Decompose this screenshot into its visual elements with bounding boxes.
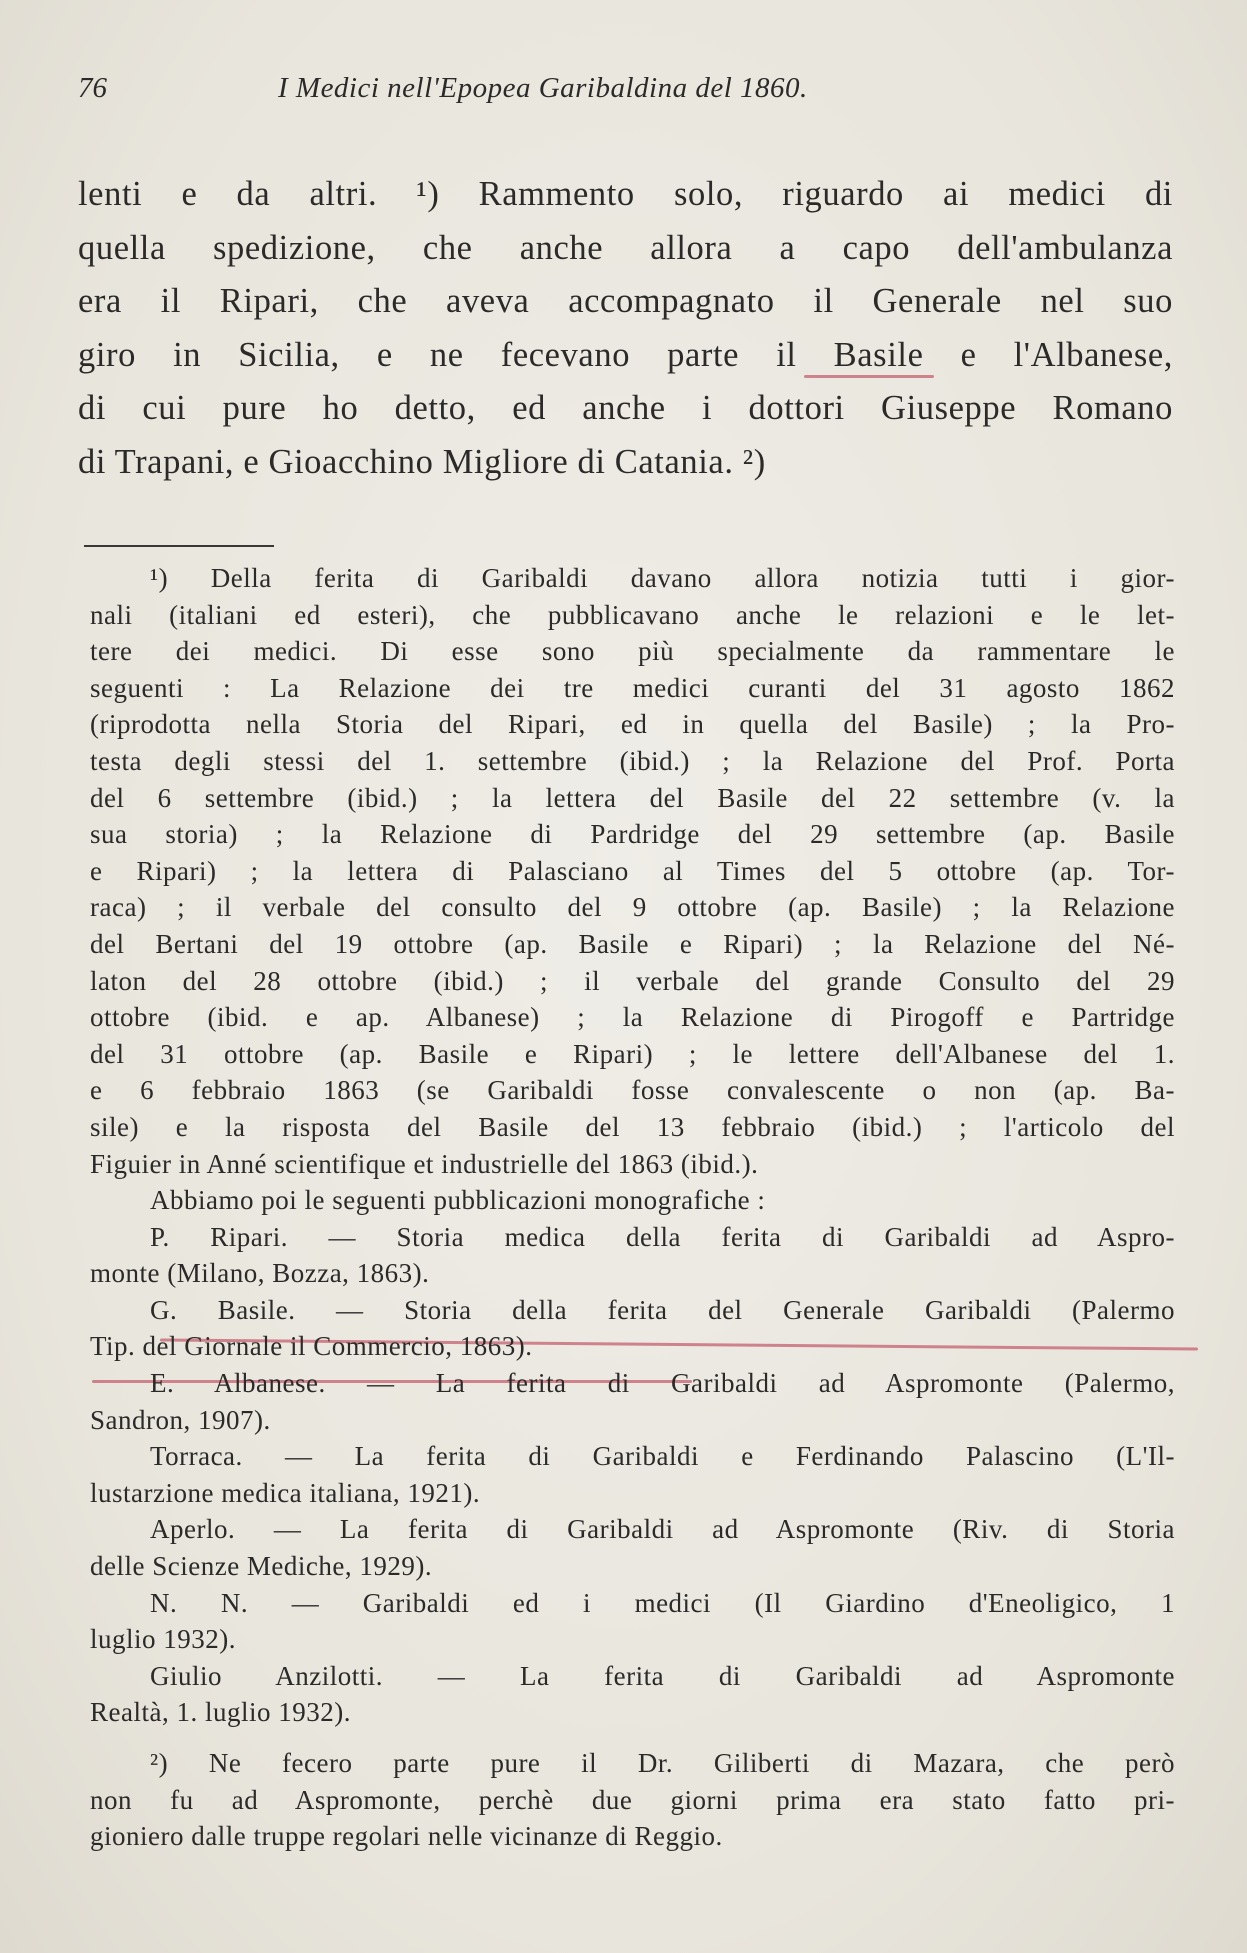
publication-line: N. N. — Garibaldi ed i medici (Il Giardino d'Eneoligico, 1 [150, 1587, 1175, 1618]
publication-line: Realtà, 1. luglio 1932). [90, 1697, 351, 1728]
footnote-1-line: ¹) Della ferita di Garibaldi davano allora notizia tutti i gior- [150, 563, 1175, 593]
main-text-line: lenti e da altri. ¹) Rammento solo, riguardo ai medici di [78, 175, 1173, 213]
page-number: 76 [78, 72, 107, 104]
publications-intro: Abbiamo poi le seguenti pubblicazioni monografiche : [150, 1185, 766, 1216]
footnote-separator [84, 545, 274, 547]
footnote-2-line: gioniero dalle truppe regolari nelle vicinanze di Reggio. [90, 1821, 723, 1852]
publication-line: lustarzione medica italiana, 1921). [90, 1477, 481, 1508]
main-text-line: giro in Sicilia, e ne fecevano parte il Basile e l'Albanese, [78, 335, 1173, 374]
publication-line: E. Albanese. — La ferita di Garibaldi ad Aspromonte (Palermo, [150, 1368, 1175, 1399]
footnote-1-line: sile) e la risposta del Basile del 13 febbraio (ibid.) ; l'articolo del [90, 1111, 1175, 1142]
publication-line: monte (Milano, Bozza, 1863). [90, 1258, 430, 1289]
main-text-line: di Trapani, e Gioacchino Migliore di Catania. ²) [78, 442, 766, 481]
footnote-1-line: (riprodotta nella Storia del Ripari, ed in quella del Basile) ; la Pro- [90, 709, 1175, 740]
running-title: I Medici nell'Epopea Garibaldina del 1860. [278, 72, 808, 104]
footnote-1-line: raca) ; il verbale del consulto del 9 ottobre (ap. Basile) ; la Relazione [90, 892, 1175, 923]
publication-line: Aperlo. — La ferita di Garibaldi ad Aspromonte (Riv. di Storia [150, 1514, 1175, 1545]
footnote-1-line: del Bertani del 19 ottobre (ap. Basile e Ripari) ; la Relazione del Né- [90, 928, 1175, 959]
footnote-1-line: seguenti : La Relazione dei tre medici curanti del 31 agosto 1862 [90, 672, 1175, 703]
footnote-1-line: del 31 ottobre (ap. Basile e Ripari) ; le lettere dell'Albanese del 1. [90, 1038, 1175, 1069]
publication-line: Tip. del Giornale il Commercio, 1863). [90, 1331, 533, 1362]
red-underline-basile [804, 375, 934, 378]
footnote-1-line: ottobre (ibid. e ap. Albanese) ; la Relazione di Pirogoff e Partridge [90, 1002, 1175, 1033]
footnote-2-line: ²) Ne fecero parte pure il Dr. Giliberti di Mazara, che però [150, 1748, 1175, 1778]
footnote-1-line: nali (italiani ed esteri), che pubblicavano anche le relazioni e le let- [90, 599, 1175, 630]
page-header [78, 68, 1178, 108]
footnote-1-line: laton del 28 ottobre (ibid.) ; il verbale del grande Consulto del 29 [90, 965, 1175, 996]
publication-line: Giulio Anzilotti. — La ferita di Garibaldi ad Aspromonte [150, 1660, 1175, 1691]
footnote-2-line: non fu ad Aspromonte, perchè due giorni prima era stato fatto pri- [90, 1784, 1175, 1815]
footnotes [90, 560, 1175, 1855]
main-text [78, 168, 1173, 489]
publication-line: luglio 1932). [90, 1624, 236, 1655]
main-text-line: quella spedizione, che anche allora a capo dell'ambulanza [78, 228, 1173, 267]
footnote-1-line: testa degli stessi del 1. settembre (ibid.) ; la Relazione del Prof. Porta [90, 745, 1175, 776]
footnote-1-line: e 6 febbraio 1863 (se Garibaldi fosse convalescente o non (ap. Ba- [90, 1075, 1175, 1106]
footnote-1-line: Figuier in Anné scientifique et industrielle del 1863 (ibid.). [90, 1148, 759, 1179]
footnote-1-line: sua storia) ; la Relazione di Pardridge del 29 settembre (ap. Basile [90, 819, 1175, 850]
footnote-1-line: tere dei medici. Di esse sono più specialmente da rammentare le [90, 636, 1175, 667]
footnote-1-line: e Ripari) ; la lettera di Palasciano al Times del 5 ottobre (ap. Tor- [90, 855, 1175, 886]
publication-line: G. Basile. — Storia della ferita del Generale Garibaldi (Palermo [150, 1294, 1175, 1325]
main-text-line: di cui pure ho detto, ed anche i dottori Giuseppe Romano [78, 389, 1173, 427]
publication-line: Torraca. — La ferita di Garibaldi e Ferdinando Palascino (L'Il- [150, 1441, 1175, 1472]
publication-line: Sandron, 1907). [90, 1404, 271, 1435]
publication-line: P. Ripari. — Storia medica della ferita di Garibaldi ad Aspro- [150, 1221, 1175, 1252]
footnote-1-line: del 6 settembre (ibid.) ; la lettera del Basile del 22 settembre (v. la [90, 782, 1175, 813]
publication-line: delle Scienze Mediche, 1929). [90, 1551, 433, 1582]
main-text-line: era il Ripari, che aveva accompagnato il Generale nel suo [78, 282, 1173, 320]
